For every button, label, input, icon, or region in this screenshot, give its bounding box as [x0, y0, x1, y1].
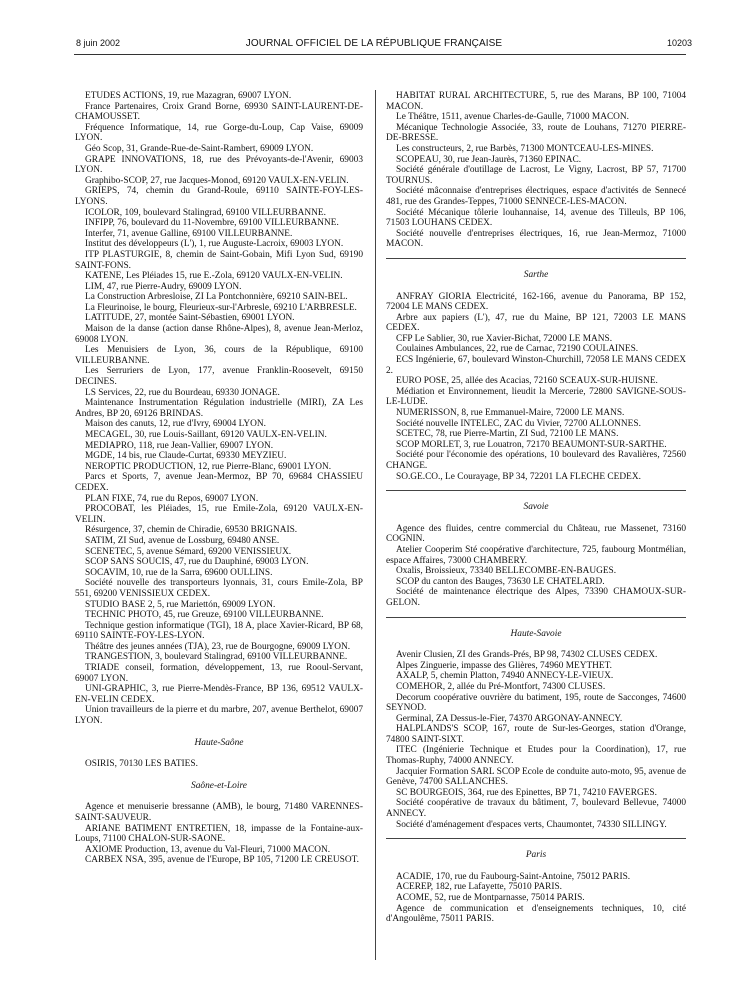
listing-entry: TRIADE conseil, formation, développement, 13, rue Rooul-Servant, 69007 LYON. [75, 663, 363, 684]
listing-entry: Fréquence Informatique, 14, rue Gorge-du-Loup, Cap Vaise, 69009 LYON. [75, 122, 363, 144]
listing-entry: EURO POSE, 25, allée des Acacias, 72160 SCEAUX-SUR-HUISNE. [396, 376, 658, 387]
listing-entry: COMEHOR, 2, allée du Pré-Montfort, 74300 CLUSES. [396, 681, 606, 692]
listing-entry: Société nouvelle INTELEC, ZAC du Vivier, 72700 ALLONNES. [396, 418, 641, 429]
listing-entry: Société Mécanique tôlerie louhannaise, 14, avenue des Tilleuls, BP 106, 71503 LOUHANS CEDEX. [386, 207, 686, 229]
listing-entry: Théâtre des jeunes années (TJA), 23, rue de Bourgogne, 69009 LYON. [85, 641, 351, 652]
listing-entry: NEROPTIC PRODUCTION, 12, rue Pierre-Blanc, 69001 LYON. [85, 461, 332, 472]
right-column [386, 91, 686, 925]
listing-entry: CFP Le Sablier, 30, rue Xavier-Bichat, 72000 LE MANS. [396, 333, 613, 344]
listing-entry: Société nouvelle d'entreprises électriques, 16, rue Jean-Mermoz, 71000 MACON. [386, 228, 686, 250]
listing-entry: ACEREP, 182, rue Lafayette, 75010 PARIS. [396, 882, 563, 893]
column-divider [375, 90, 376, 960]
listing-entry: SCOP SANS SOUCIS, 47, rue du Dauphiné, 69003 LYON. [85, 557, 309, 568]
listing-entry: Médiation et Environnement, lieudit la Mercerie, 72800 SAVIGNE-SOUS-LE-LUDE. [386, 386, 686, 408]
listing-entry: MGDE, 14 bis, rue Claude-Curtat, 69330 MEYZIEU. [85, 451, 287, 462]
listing-entry: PLAN FIXE, 74, rue du Repos, 69007 LYON. [85, 493, 259, 504]
listing-entry: AXIOME Production, 13, avenue du Val-Fleuri, 71000 MACON. [85, 844, 331, 855]
listing-entry: LATITUDE, 27, montée Saint-Sébastien, 69001 LYON. [85, 313, 295, 324]
listing-entry: Agence des fluides, centre commercial du Château, rue Massenet, 73160 COGNIN. [386, 523, 686, 545]
listing-entry: MECAGEL, 30, rue Louis-Saillant, 69120 VAULX-EN-VELIN. [85, 430, 327, 440]
listing-entry: France Partenaires, Croix Grand Borne, 69930 SAINT-LAURENT-DE-CHAMOUSSET. [75, 101, 363, 123]
section-heading: Paris [525, 850, 547, 861]
listing-entry: AXALP, 5, chemin Platton, 74940 ANNECY-LE-VIEUX. [396, 671, 614, 682]
listing-entry: HABITAT RURAL ARCHITECTURE, 5, rue des Marans, BP 100, 71004 MACON. [386, 91, 686, 112]
listing-entry: Société nouvelle des transporteurs lyonnais, 31, cours Emile-Zola, BP 551, 69200 VENISSIEUX CEDEX. [75, 578, 363, 599]
listing-entry: ITEC (Ingénierie Technique et Etudes pour la Coordination), 17, rue Thomas-Ruphy, 74000 ANNECY. [386, 745, 686, 767]
listing-entry: ACADIE, 170, rue du Faubourg-Saint-Antoine, 75012 PARIS. [396, 871, 631, 882]
listing-entry: TRANGESTION, 3, boulevard Stalingrad, 69100 VILLEURBANNE. [85, 652, 348, 663]
listing-entry: SOCAVIM, 10, rue de la Sarra, 69600 OULLINS. [85, 567, 273, 578]
listing-entry: INFIPP, 76, boulevard du 11-Novembre, 69100 VILLEURBANNE. [85, 218, 339, 229]
listing-entry: GRAPE INNOVATIONS, 18, rue des Prévoyants-de-l'Avenir, 69003 LYON. [75, 154, 363, 176]
listing-entry: NUMERISSON, 8, rue Emmanuel-Maire, 72000 LE MANS. [396, 408, 625, 419]
listing-entry: Résurgence, 37, chemin de Chiradie, 69530 BRIGNAIS. [85, 525, 298, 536]
section-rule [386, 617, 686, 618]
header-date: 8 juin 2002 [76, 38, 121, 48]
listing-entry: Société d'aménagement d'espaces verts, Chaumontet, 74330 SILLINGY. [396, 819, 667, 830]
listing-entry: Agence et menuiserie bressanne (AMB), le bourg, 71480 VARENNES-SAINT-SAUVEUR. [75, 802, 363, 823]
listing-entry: Union travailleurs de la pierre et du marbre, 207, avenue Berthelot, 69007 LYON. [75, 705, 363, 727]
section-heading: Saône-et-Loire [191, 780, 247, 791]
listing-entry: Les Menuisiers de Lyon, 36, cours de la République, 69100 VILLEURBANNE. [75, 345, 363, 366]
listing-entry: SCOPEAU, 30, rue Jean-Jaurès, 71360 EPINAC. [396, 154, 582, 165]
header-rule [74, 54, 686, 55]
listing-entry: Société mâconnaise d'entreprises électriques, espace d'activités de Sennecé 481, rue des Grandes-Teppes, 71000 SENNECE-LES-MACON. [386, 186, 686, 207]
listing-entry: Mécanique Technologie Associée, 33, route de Louhans, 71270 PIERRE-DE-BRESSE. [386, 122, 686, 144]
listing-entry: ANFRAY GIORIA Electricité, 162-166, avenue du Panorama, BP 152, 72004 LE MANS CEDEX. [386, 291, 686, 313]
listing-entry: ITP PLASTURGIE, 8, chemin de Saint-Gobain, Mifi Lyon Sud, 69190 SAINT-FONS. [75, 249, 363, 271]
page-header [0, 38, 748, 54]
listing-entry: Technique gestion informatique (TGI), 18 A, place Xavier-Ricard, BP 68, 69110 SAINTE-FOY-LES-LYON. [75, 620, 363, 642]
listing-entry: Les constructeurs, 2, rue Barbès, 71300 MONTCEAU-LES-MINES. [396, 143, 654, 154]
listing-entry: Maintenance Instrumentation Régulation industrielle (MIRI), ZA Les Andres, BP 20, 69126 BRINDAS. [75, 398, 363, 419]
section-rule [386, 838, 686, 839]
listing-entry: Atelier Cooperim Sté coopérative d'architecture, 725, faubourg Montmélian, espace Affaires, 73000 CHAMBERY. [386, 544, 686, 566]
listing-entry: SCOP MORLET, 3, rue Louatron, 72170 BEAUMONT-SUR-SARTHE. [396, 439, 667, 450]
listing-entry: GRIEPS, 74, chemin du Grand-Roule, 69110 SAINTE-FOY-LES-LYONS. [75, 186, 363, 207]
listing-entry: Institut des développeurs (L'), 1, rue Auguste-Lacroix, 69003 LYON. [85, 239, 344, 250]
listing-entry: PROCOBAT, les Pléiades, 15, rue Emile-Zola, 69120 VAULX-EN-VELIN. [75, 504, 363, 525]
section-rule [386, 258, 686, 259]
section-heading: Sarthe [523, 269, 549, 280]
listing-entry: Le Théâtre, 1511, avenue Charles-de-Gaulle, 71000 MACON. [396, 112, 630, 123]
listing-entry: Jacquier Formation SARL SCOP Ecole de conduite auto-moto, 95, avenue de Genève, 74700 SALLANCHES. [386, 766, 686, 788]
listing-entry: Maison de la danse (action danse Rhône-Alpes), 8, avenue Jean-Merloz, 69008 LYON. [75, 324, 363, 345]
listing-entry: ECS Ingénierie, 67, boulevard Winston-Churchill, 72058 LE MANS CEDEX 2. [386, 355, 686, 376]
listing-entry: SCENETEC, 5, avenue Sémard, 69200 VENISSIEUX. [85, 546, 292, 557]
listing-entry: Société coopérative de travaux du bâtiment, 7, boulevard Bellevue, 74000 ANNECY. [386, 798, 686, 820]
listing-entry: Coulaines Ambulances, 22, rue de Carnac, 72190 COULAINES. [396, 344, 639, 355]
listing-entry: Société générale d'outillage de Lacrost, Le Vigny, Lacrost, BP 57, 71700 TOURNUS. [386, 165, 686, 186]
section-heading: Haute-Saône [194, 737, 244, 748]
listing-entry: KATENE, Les Pléiades 15, rue E.-Zola, 69120 VAULX-EN-VELIN. [85, 271, 343, 282]
listing-entry: UNI-GRAPHIC, 3, rue Pierre-Mendès-France, BP 136, 69512 VAULX-EN-VELIN CEDEX. [75, 684, 363, 705]
listing-entry: CARBEX NSA, 395, avenue de l'Europe, BP 105, 71200 LE CREUSOT. [85, 855, 359, 866]
listing-entry: HALPLANDS'S SCOP, 167, route de Sur-les-Georges, station d'Orange, 74800 SAINT-SIXT. [386, 724, 686, 745]
listing-entry: ETUDES ACTIONS, 19, rue Mazagran, 69007 LYON. [85, 91, 292, 101]
listing-entry: Maison des canuts, 12, rue d'Ivry, 69004 LYON. [85, 419, 267, 430]
listing-entry: MEDIAPRO, 118, rue Jean-Vallier, 69007 LYON. [85, 440, 274, 451]
listing-entry: Société pour l'économie des opérations, 10 boulevard des Ravalières, 72560 CHANGE. [386, 450, 686, 471]
section-rule [386, 490, 686, 491]
left-column [75, 91, 363, 866]
listing-entry: SCOP du canton des Bauges, 73630 LE CHATELARD. [396, 576, 605, 587]
section-heading: Haute-Savoie [510, 628, 562, 639]
listing-entry: LIM, 47, rue Pierre-Audry, 69009 LYON. [85, 281, 242, 292]
listing-entry: Graphibo-SCOP, 27, rue Jacques-Monod, 69120 VAULX-EN-VELIN. [85, 175, 349, 186]
listing-entry: OSIRIS, 70130 LES BATIES. [85, 759, 198, 770]
listing-entry: SCETEC, 78, rue Pierre-Martin, ZI Sud, 72100 LE MANS. [396, 429, 619, 440]
listing-entry: Decorum coopérative ouvrière du batiment, 195, route de Sacconges, 74600 SEYNOD. [386, 692, 686, 714]
listing-entry: Oxalis, Broissieux, 73340 BELLECOMBE-EN-BAUGES. [396, 566, 617, 577]
listing-entry: Société de maintenance électrique des Alpes, 73390 CHAMOUX-SUR-GELON. [386, 587, 686, 608]
listing-entry: ARIANE BATIMENT ENTRETIEN, 18, impasse de la Fontaine-aux-Loups, 71100 CHALON-SUR-SAONE. [75, 823, 363, 845]
listing-entry: La Fleurinoise, le bourg, Fleurieux-sur-l'Arbresle, 69210 L'ARBRESLE. [85, 302, 357, 313]
listing-entry: Alpes Zinguerie, impasse des Glières, 74960 MEYTHET. [396, 660, 612, 671]
listing-entry: ICOLOR, 109, boulevard Stalingrad, 69100 VILLEURBANNE. [85, 207, 326, 218]
journal-title: JOURNAL OFFICIEL DE LA RÉPUBLIQUE FRANÇAISE [245, 38, 503, 49]
section-heading: Savoie [523, 502, 549, 513]
listing-entry: ACOME, 52, rue de Montparnasse, 75014 PARIS. [396, 893, 585, 903]
listing-entry: SC BOURGEOIS, 364, rue des Epinettes, BP 71, 74210 FAVERGES. [396, 787, 657, 798]
listing-entry: Géo Scop, 31, Grande-Rue-de-Saint-Rambert, 69009 LYON. [85, 143, 314, 154]
listing-entry: Interfer, 71, avenue Galline, 69100 VILLEURBANNE. [85, 228, 293, 239]
listing-entry: SATIM, ZI Sud, avenue de Lossburg, 69480 ANSE. [85, 535, 280, 546]
listing-entry: Parcs et Sports, 7, avenue Jean-Mermoz, BP 70, 69684 CHASSIEU CEDEX. [75, 472, 363, 493]
listing-entry: La Construction Arbresloise, ZI La Pontchonnière, 69210 SAIN-BEL. [85, 292, 348, 303]
listing-entry: Germinal, ZA Dessus-le-Fier, 74370 ARGONAY-ANNECY. [396, 713, 623, 724]
listing-entry: Les Serruriers de Lyon, 177, avenue Franklin-Roosevelt, 69150 DECINES. [75, 366, 363, 388]
listing-entry: LS Services, 22, rue du Bourdeau, 69330 JONAGE. [85, 387, 280, 398]
listing-entry: SO.GE.CO., Le Courayage, BP 34, 72201 LA FLECHE CEDEX. [396, 471, 641, 482]
listing-entry: Agence de communication et d'enseignements techniques, 10, cité d'Angoulême, 75011 PARIS. [386, 903, 686, 925]
page-number: 10203 [666, 38, 692, 48]
listing-entry: Avenir Clusien, ZI des Grands-Prés, BP 98, 74302 CLUSES CEDEX. [396, 650, 658, 661]
listing-entry: TECHNIC PHOTO, 45, rue Greuze, 69100 VILLEURBANNE. [85, 610, 324, 621]
listing-entry: Arbre aux papiers (L'), 47, rue du Maine, BP 121, 72003 LE MANS CEDEX. [386, 312, 686, 334]
listing-entry: STUDIO BASE 2, 5, rue Mariettón, 69009 LYON. [85, 599, 276, 610]
